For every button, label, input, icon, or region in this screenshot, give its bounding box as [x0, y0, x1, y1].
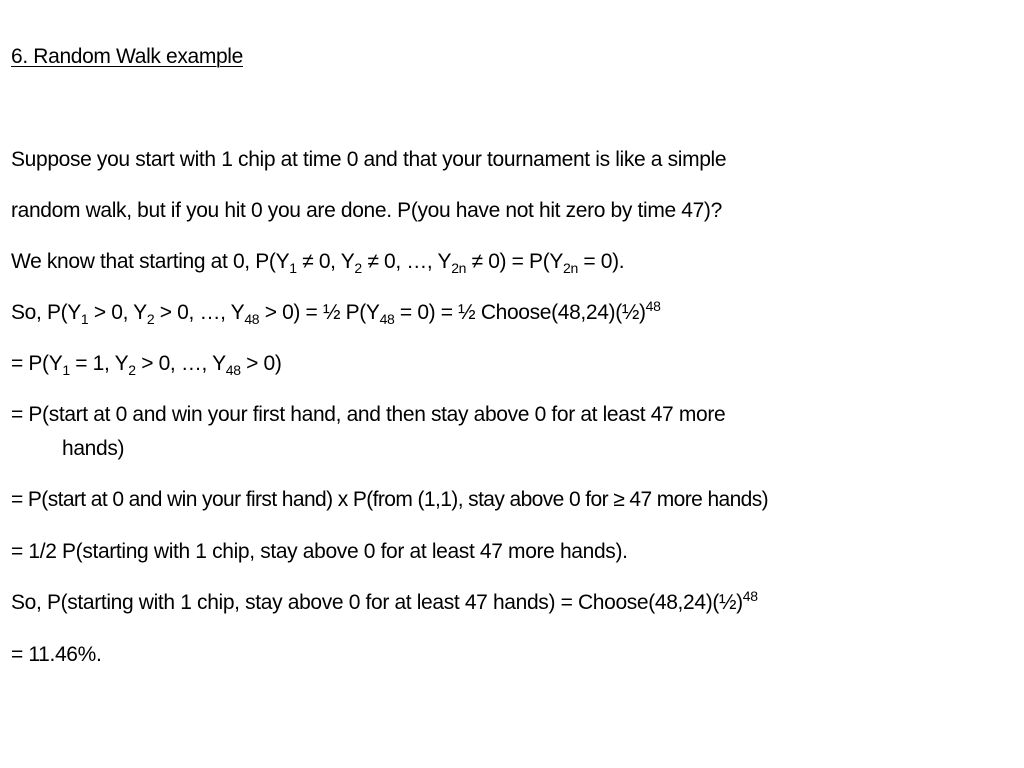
subscript: 48 [225, 362, 241, 378]
text-line-9 [11, 588, 758, 615]
subscript: 1 [62, 362, 70, 378]
subscript: 1 [289, 260, 297, 276]
subscript: 2 [354, 260, 362, 276]
text-segment: > 0, …, Y [154, 301, 245, 324]
text-segment: ≠ 0, …, Y [361, 250, 452, 273]
text-segment: We know that starting at 0, P(Y [11, 250, 290, 273]
superscript: 48 [645, 298, 661, 314]
text-line-7: = P(start at 0 and win your first hand) x P(from (1,1), stay above 0 for ≥ 47 more hands) [11, 488, 769, 511]
text-line-1: Suppose you start with 1 chip at time 0 and that your tournament is like a simple [11, 148, 727, 171]
superscript: 48 [742, 588, 758, 604]
text-segment: > 0) [240, 352, 282, 375]
text-line-4 [11, 298, 661, 327]
subscript: 1 [80, 311, 89, 327]
text-line-6-continuation: hands) [62, 437, 125, 460]
subscript: 2n [451, 260, 467, 276]
text-segment: ≠ 0) = P(Y [466, 250, 564, 273]
subscript: 48 [244, 311, 260, 327]
text-line-2: random walk, but if you hit 0 you are done. P(you have not hit zero by time 47)? [11, 199, 722, 222]
text-segment: = 1, Y [69, 352, 129, 375]
text-line-6: = P(start at 0 and win your first hand, and then stay above 0 for at least 47 more [11, 403, 726, 426]
slide-title: 6. Random Walk example [11, 45, 243, 68]
text-segment: > 0, Y [88, 301, 147, 324]
subscript: 48 [379, 311, 395, 327]
text-segment: So, P(starting with 1 chip, stay above 0 for at least 47 hands) = Choose(48,24)(½) [11, 591, 743, 614]
text-segment: = 0) = ½ Choose(48,24)(½) [394, 301, 646, 324]
subscript: 2n [563, 260, 578, 276]
subscript: 2 [146, 311, 155, 327]
text-line-5 [11, 352, 282, 376]
text-line-8: = 1/2 P(starting with 1 chip, stay above 0 for at least 47 more hands). [11, 540, 628, 563]
text-segment: > 0) = ½ P(Y [259, 301, 380, 324]
text-line-10: = 11.46%. [11, 643, 102, 666]
text-segment: = 0). [577, 250, 625, 273]
subscript: 2 [128, 362, 136, 378]
text-segment: ≠ 0, Y [296, 250, 355, 273]
text-segment: > 0, …, Y [135, 352, 226, 375]
text-segment: = P(Y [11, 352, 63, 375]
text-line-3 [11, 250, 624, 274]
text-segment: So, P(Y [11, 301, 81, 324]
